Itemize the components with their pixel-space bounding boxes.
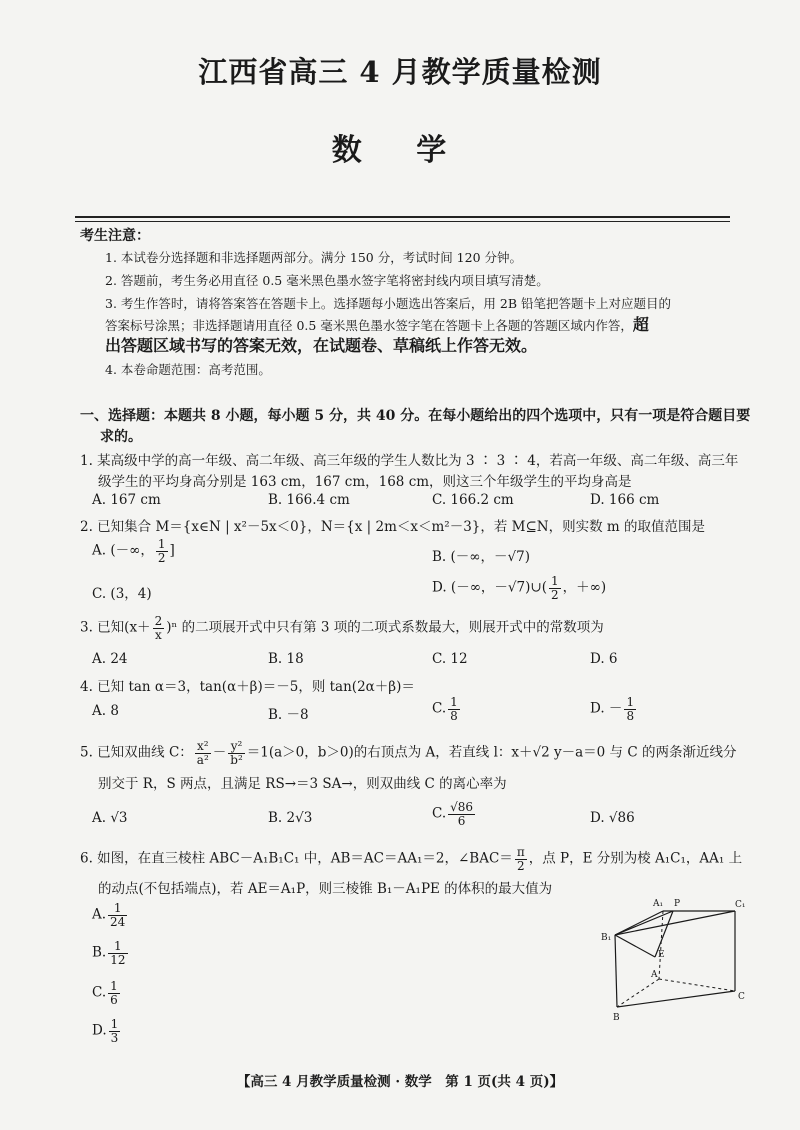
q5-option-c: C. $\frac{√86}{6}$: [432, 800, 474, 828]
subject-title: 数 学: [331, 133, 469, 168]
q6-stem: 6. 如图，在直三棱柱 ABC－A₁B₁C₁ 中，AB＝AC＝AA₁＝2，∠BAC＝ $\frac{\pi}{2}$ ，点 P，E 分别为棱 A₁C₁，AA₁ 上: [80, 845, 743, 873]
q5-option-a: A. √3: [92, 810, 128, 826]
notice-emphasis-line: 出答题区域书写的答案无效，在试题卷、草稿纸上作答无效。: [105, 336, 538, 355]
q2-option-c: C. (3，4): [92, 586, 152, 602]
q6-option-a: A. $\frac{1}{24}$: [92, 901, 126, 929]
edge-b1-c1: [615, 911, 735, 935]
label-p: P: [674, 899, 681, 909]
section-heading: 一、选择题：本题共 8 小题，每小题 5 分，共 40 分。在每小题给出的四个选项中，只有一项是符合题目要: [80, 408, 751, 424]
q6-stem-cont: 的动点(不包括端点)，若 AE＝A₁P，则三棱锥 B₁－A₁PE 的体积的最大值为: [98, 881, 553, 897]
q3-option-c: C. 12: [432, 651, 468, 667]
q3-option-a: A. 24: [92, 651, 128, 667]
notice-text: 答案标号涂黑；非选择题请用直径 0.5 毫米黑色墨水签字笔在答题卡上各题的答题区域内作答，: [105, 318, 633, 333]
divider: [75, 221, 730, 222]
q2-option-b: B. (－∞，－√7): [432, 549, 530, 565]
notice-emphasis: 超: [632, 315, 649, 334]
q3-option-d: D. 6: [590, 651, 618, 667]
prism-figure: [595, 895, 755, 1025]
q1-stem: 1. 某高级中学的高一年级、高二年级、高三年级的学生人数比为 3 ∶ 3 ∶ 4，若高一年级、高二年级、高三年: [80, 453, 739, 469]
label-b1: B₁: [601, 933, 612, 943]
q1-option-a: A. 167 cm: [92, 492, 161, 508]
edge-b1-b: [615, 935, 617, 1007]
label-e: E: [658, 950, 665, 960]
q5-option-b: B. 2√3: [268, 810, 313, 826]
q5-stem: 5. 已知双曲线 C： $\frac{\text{x²}}{\text{a²}}$ － $\frac{\text{y²}}{\text{b²}}$ ＝1(a＞0，b＞0)的右顶点为 A，若直线 l：x＋√2 y－a＝0 与 C 的两条渐近线分: [80, 739, 737, 767]
label-a: A: [651, 970, 658, 980]
divider: [75, 216, 730, 218]
q4-option-d: D. － $\frac{1}{8}$: [590, 695, 635, 723]
q1-stem-cont: 级学生的平均身高分别是 163 cm，167 cm，168 cm，则这三个年级学生的平均身高是: [98, 474, 632, 490]
exam-title: 江西省高三 4 月教学质量检测: [198, 55, 602, 89]
q4-option-b: B. －8: [268, 707, 309, 723]
q5-stem-cont: 别交于 R，S 两点，且满足 RS→＝3 SA→，则双曲线 C 的离心率为: [98, 776, 507, 792]
q2-option-a: A. (－∞， $\frac{1}{2}$ ]: [92, 537, 175, 565]
q3-stem: 3. 已知(x＋ $\frac{2}{x}$ )ⁿ 的二项展开式中只有第 3 项的二项式系数最大，则展开式中的常数项为: [80, 614, 604, 642]
q3-option-b: B. 18: [268, 651, 304, 667]
q4-option-a: A. 8: [92, 703, 119, 719]
notice-item: 3. 考生作答时，请将答案答在答题卡上。选择题每小题选出答案后，用 2B 铅笔把答题卡上对应题目的: [105, 296, 671, 311]
page-footer: 【高三 4 月教学质量检测 · 数学 第 1 页(共 4 页)】: [236, 1074, 564, 1090]
q2-stem: 2. 已知集合 M＝{x∈N | x²－5x＜0}，N＝{x | 2m＜x＜m²－3}，若 M⊆N，则实数 m 的取值范围是: [80, 519, 705, 535]
segment-b1-p: [615, 911, 673, 935]
q1-option-c: C. 166.2 cm: [432, 492, 514, 508]
notice-heading: 考生注意：: [80, 228, 150, 244]
q1-option-d: D. 166 cm: [590, 492, 660, 508]
q4-stem: 4. 已知 tan α＝3，tan(α＋β)＝－5，则 tan(2α＋β)＝: [80, 679, 415, 695]
q1-option-b: B. 166.4 cm: [268, 492, 350, 508]
label-a1: A₁: [653, 899, 664, 909]
label-c1: C₁: [735, 900, 746, 910]
q4-option-c: C. $\frac{1}{8}$: [432, 695, 458, 723]
notice-item: 4. 本卷命题范围：高考范围。: [105, 362, 271, 377]
notice-item: [105, 312, 649, 335]
segment-b1-e: [615, 935, 655, 957]
label-b: B: [613, 1013, 620, 1023]
q5-option-d: D. √86: [590, 810, 635, 826]
section-heading-cont: 求的。: [100, 429, 142, 445]
q2-option-d: D. (－∞，－√7)∪( $\frac{1}{2}$ ，＋∞): [432, 574, 607, 602]
edge-a-c: [659, 979, 735, 991]
q6-option-b: B. $\frac{1}{12}$: [92, 939, 126, 967]
q6-option-c: C. $\frac{1}{6}$: [92, 979, 118, 1007]
q6-option-d: D. $\frac{1}{3}$: [92, 1017, 119, 1045]
notice-item: 2. 答题前，考生务必用直径 0.5 毫米黑色墨水签字笔将密封线内项目填写清楚。: [105, 273, 549, 288]
notice-item: 1. 本试卷分选择题和非选择题两部分。满分 150 分，考试时间 120 分钟。: [105, 250, 523, 265]
label-c: C: [738, 992, 745, 1002]
edge-b-c: [617, 991, 735, 1007]
edge-a-b: [617, 979, 659, 1007]
